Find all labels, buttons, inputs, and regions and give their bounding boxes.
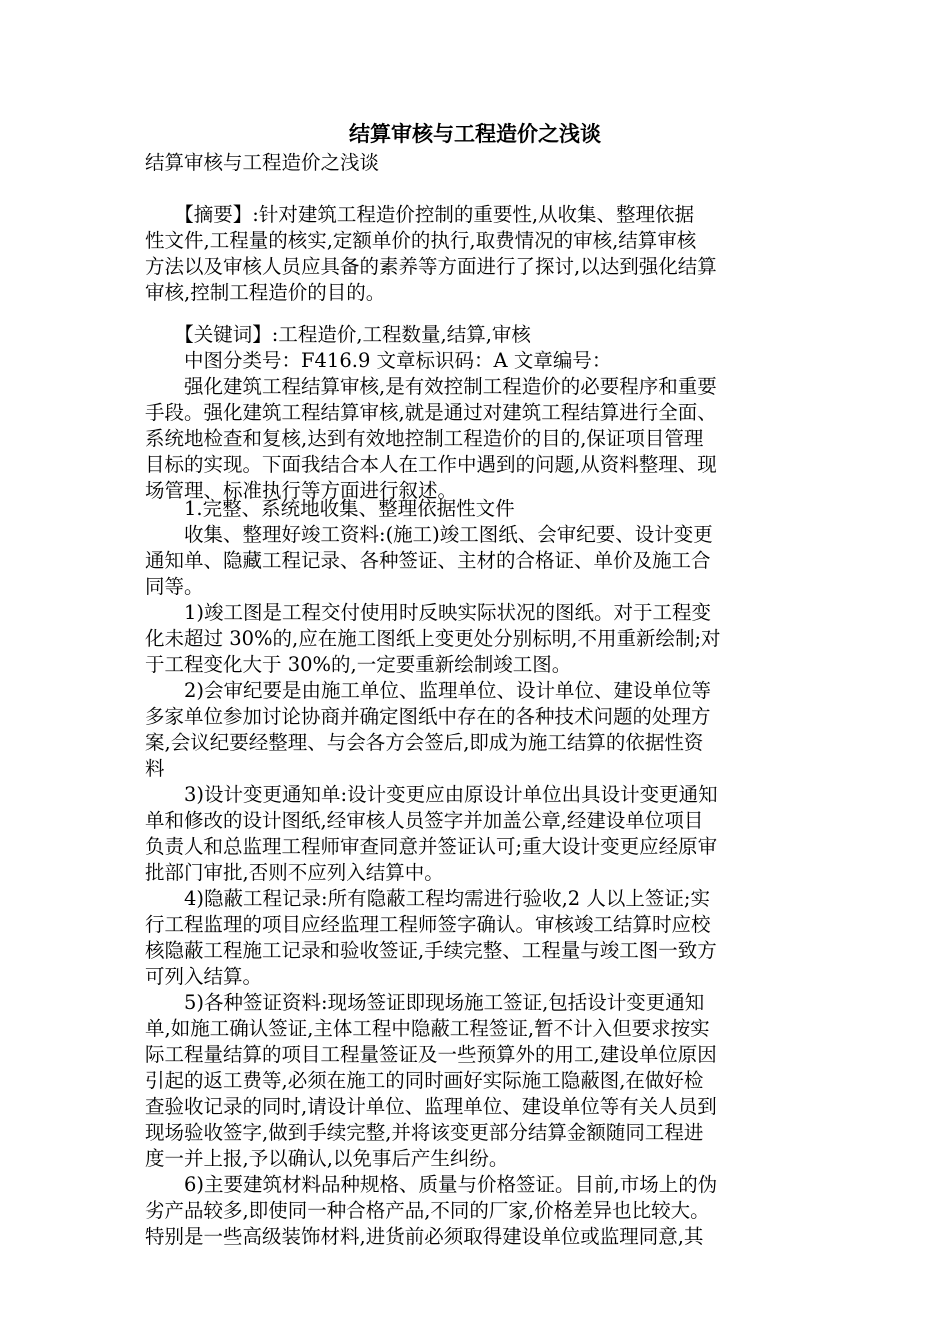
paragraph-line: 5)各种签证资料:现场签证即现场施工签证,包括设计变更通知 <box>145 991 705 1014</box>
paragraph-line: 中图分类号：F416.9 文章标识码：A 文章编号： <box>145 349 612 372</box>
paragraph-line: 负责人和总监理工程师审查同意并签证认可;重大设计变更应经原审 <box>145 835 718 858</box>
paragraph-line: 同等。 <box>145 575 204 598</box>
paragraph-line: 6)主要建筑材料品种规格、质量与价格签证。目前,市场上的伪 <box>145 1173 718 1196</box>
paragraph-line: 【摘要】:针对建筑工程造价控制的重要性,从收集、整理依据 <box>145 203 695 226</box>
paragraph-line: 审核,控制工程造价的目的。 <box>145 281 386 304</box>
paragraph-line: 查验收记录的同时,请设计单位、监理单位、建设单位等有关人员到 <box>145 1095 717 1118</box>
paragraph-line: 度一并上报,予以确认,以免事后产生纠纷。 <box>145 1147 509 1170</box>
paragraph-line: 单,如施工确认签证,主体工程中隐蔽工程签证,暂不计入但要求按实 <box>145 1017 710 1040</box>
document-title: 结算审核与工程造价之浅谈 <box>349 121 601 146</box>
paragraph-line: 收集、整理好竣工资料:(施工)竣工图纸、会审纪要、设计变更 <box>145 523 713 546</box>
paragraph-line: 系统地检查和复核,达到有效地控制工程造价的目的,保证项目管理 <box>145 427 704 450</box>
paragraph-line: 性文件,工程量的核实,定额单价的执行,取费情况的审核,结算审核 <box>145 229 697 252</box>
paragraph-line: 劣产品较多,即使同一种合格产品,不同的厂家,价格差异也比较大。 <box>145 1199 710 1222</box>
subtitle-line: 结算审核与工程造价之浅谈 <box>145 151 380 174</box>
paragraph-line: 手段。强化建筑工程结算审核,就是通过对建筑工程结算进行全面、 <box>145 401 717 424</box>
paragraph-line: 际工程量结算的项目工程量签证及一些预算外的用工,建设单位原因 <box>145 1043 717 1066</box>
paragraph-line: 行工程监理的项目应经监理工程师签字确认。审核竣工结算时应校 <box>145 913 711 936</box>
paragraph-line: 多家单位参加讨论协商并确定图纸中存在的各种技术问题的处理方 <box>145 705 711 728</box>
paragraph-line: 现场验收签字,做到手续完整,并将该变更部分结算金额随同工程进 <box>145 1121 704 1144</box>
paragraph-line: 核隐蔽工程施工记录和验收签证,手续完整、工程量与竣工图一致方 <box>145 939 717 962</box>
paragraph-line: 4)隐蔽工程记录:所有隐蔽工程均需进行验收,2 人以上签证;实 <box>145 887 710 910</box>
paragraph-line: 批部门审批,否则不应列入结算中。 <box>145 861 444 884</box>
paragraph-line: 特别是一些高级装饰材料,进货前必须取得建设单位或监理同意,其 <box>145 1225 704 1248</box>
paragraph-line: 料 <box>145 757 165 780</box>
paragraph-line: 2)会审纪要是由施工单位、监理单位、设计单位、建设单位等 <box>145 679 712 702</box>
paragraph-line: 可列入结算。 <box>145 965 263 988</box>
paragraph-line: 1)竣工图是工程交付使用时反映实际状况的图纸。对于工程变 <box>145 601 712 624</box>
paragraph-line: 目标的实现。下面我结合本人在工作中遇到的问题,从资料整理、现 <box>145 453 717 476</box>
paragraph-line: 化未超过 30%的,应在施工图纸上变更处分别标明,不用重新绘制;对 <box>145 627 721 650</box>
paragraph-line: 案,会议纪要经整理、与会各方会签后,即成为施工结算的依据性资 <box>145 731 704 754</box>
paragraph-line: 【关键词】:工程造价,工程数量,结算,审核 <box>145 323 531 346</box>
paragraph-line: 强化建筑工程结算审核,是有效控制工程造价的必要程序和重要 <box>145 375 717 398</box>
paragraph-line: 3)设计变更通知单:设计变更应由原设计单位出具设计变更通知 <box>145 783 718 806</box>
paragraph-line: 通知单、隐藏工程记录、各种签证、主材的合格证、单价及施工合 <box>145 549 711 572</box>
paragraph-line: 单和修改的设计图纸,经审核人员签字并加盖公章,经建设单位项目 <box>145 809 704 832</box>
paragraph-line: 引起的返工费等,必须在施工的同时画好实际施工隐蔽图,在做好检 <box>145 1069 704 1092</box>
paragraph-line: 方法以及审核人员应具备的素养等方面进行了探讨,以达到强化结算 <box>145 255 717 278</box>
paragraph-line: 于工程变化大于 30%的,一定要重新绘制竣工图。 <box>145 653 572 676</box>
paragraph-line: 1.完整、系统地收集、整理依据性文件 <box>145 497 515 520</box>
paragraph-line: 场管理、标准执行等方面进行叙述。 <box>145 479 458 502</box>
